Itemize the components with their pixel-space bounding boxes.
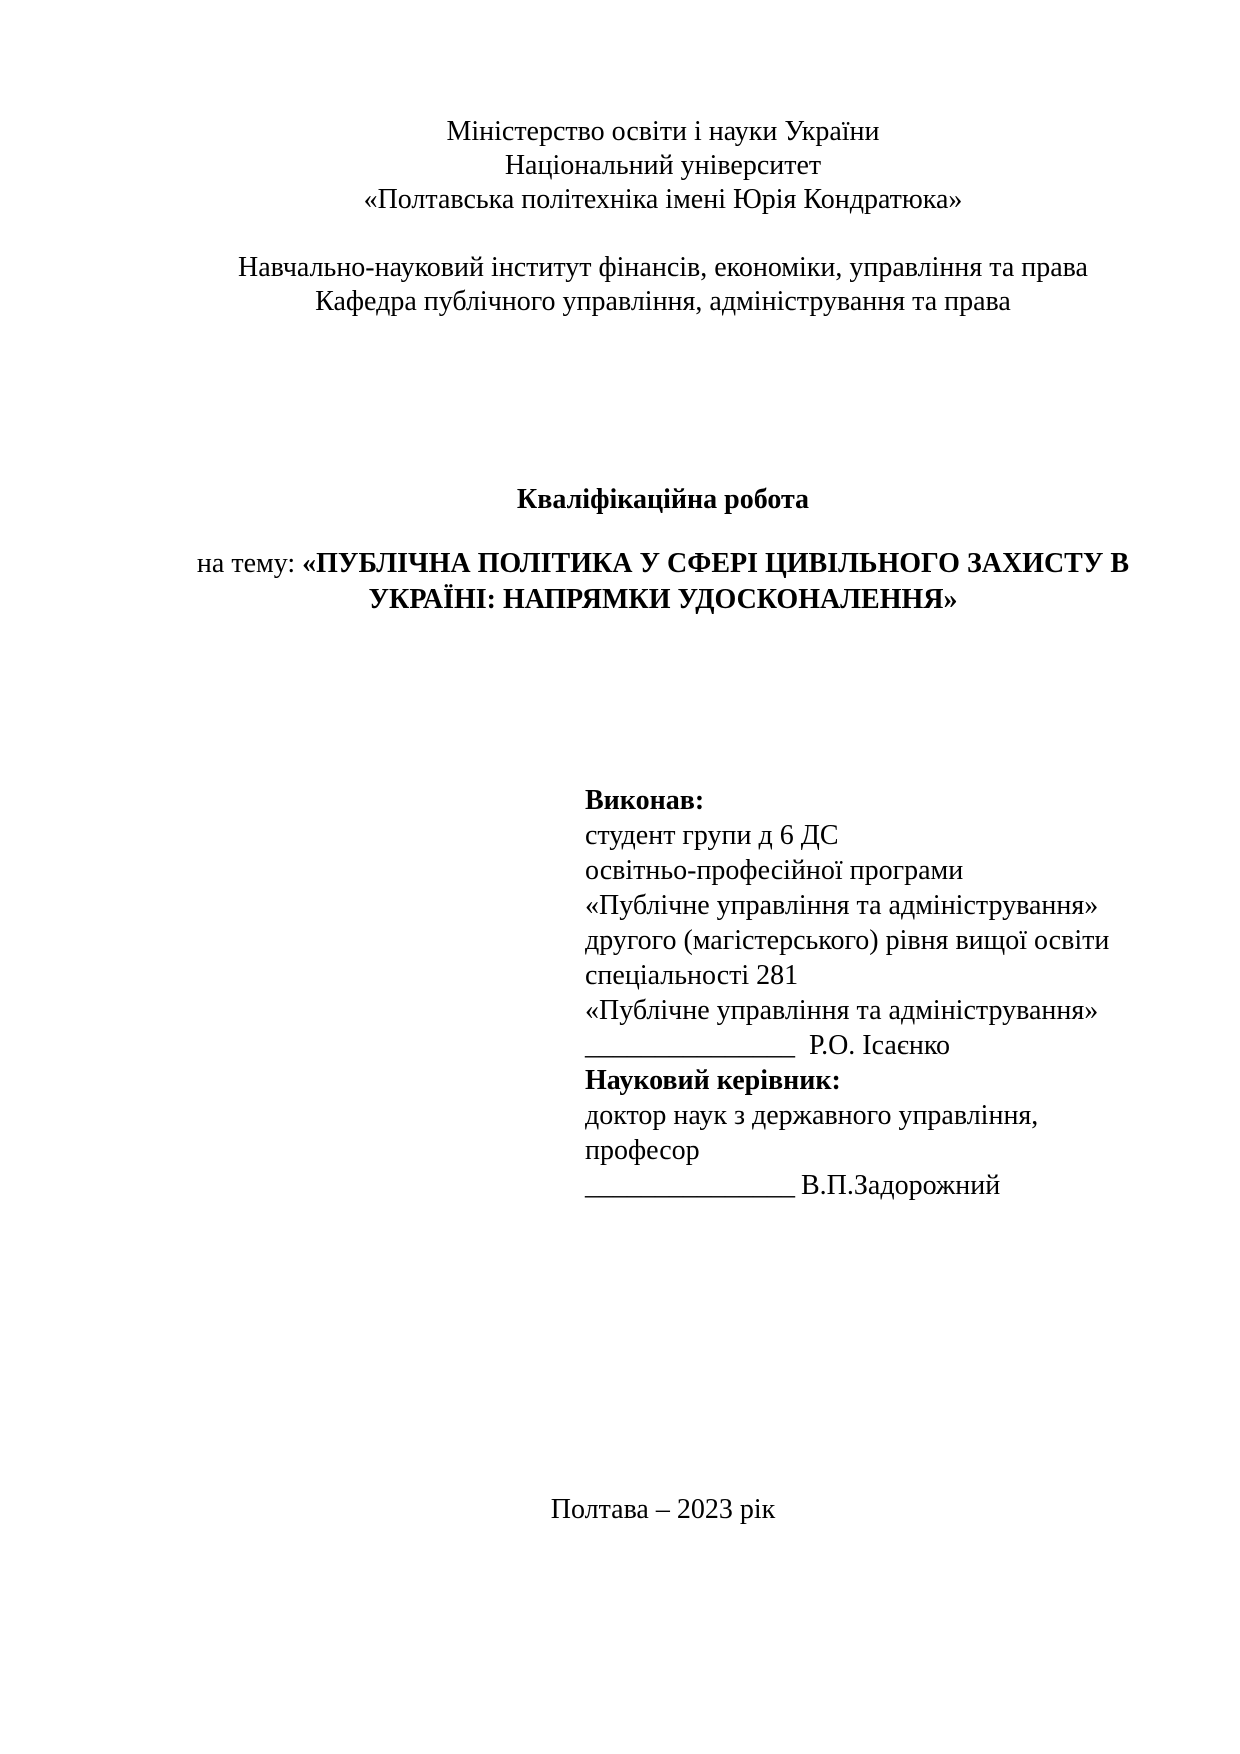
- topic-title-part-1: «ПУБЛІЧНА ПОЛІТИКА У СФЕРІ ЦИВІЛЬНОГО ЗАХИСТУ В: [302, 548, 1130, 579]
- university-line: Національний університет: [504, 150, 822, 181]
- executor-signature-line: [585, 1028, 1160, 1063]
- executor-signature-blank: _______________: [585, 1030, 795, 1061]
- executor-specialty-name-line: «Публічне управління та адміністрування»: [585, 995, 1099, 1026]
- supervisor-title-line: професор: [585, 1135, 700, 1166]
- supervisor-degree-line: доктор наук з державного управління,: [585, 1100, 1039, 1131]
- header-university-block: [177, 115, 1149, 217]
- executor-signature-name: Р.О. Ісаєнко: [809, 1030, 950, 1061]
- topic-prefix: на тему:: [196, 548, 303, 579]
- work-type-label: Кваліфікаційна робота: [516, 484, 810, 515]
- supervisor-signature-line: [585, 1168, 1160, 1203]
- executor-label: Виконав:: [585, 785, 705, 816]
- executor-group-line: студент групи д 6 ДС: [585, 820, 839, 851]
- work-type-heading: [177, 483, 1149, 517]
- topic-block: [177, 546, 1149, 618]
- footer-place-year-block: [177, 1493, 1149, 1527]
- header-institute-block: [177, 251, 1149, 319]
- executor-program-name-line: «Публічне управління та адміністрування»: [585, 890, 1099, 921]
- topic-line-2: УКРАЇНІ: НАПРЯМКИ УДОСКОНАЛЕННЯ»: [368, 584, 958, 615]
- executor-degree-line: другого (магістерського) рівня вищої освіти: [585, 925, 1110, 956]
- topic-line-1: [177, 546, 1149, 582]
- institute-line: Навчально-науковий інститут фінансів, економіки, управління та права: [238, 252, 1088, 283]
- place-year-line: Полтава – 2023 рік: [550, 1494, 776, 1525]
- department-line: Кафедра публічного управління, адміністрування та права: [315, 286, 1011, 317]
- supervisor-label: Науковий керівник:: [585, 1065, 841, 1096]
- executor-supervisor-block: [585, 783, 1160, 1203]
- executor-specialty-line: спеціальності 281: [585, 960, 799, 991]
- university-name-line: «Полтавська політехніка імені Юрія Кондратюка»: [363, 184, 963, 215]
- supervisor-signature-name: В.П.Задорожний: [801, 1170, 1001, 1201]
- executor-program-line: освітньо-професійної програми: [585, 855, 964, 886]
- supervisor-signature-blank: _______________: [585, 1170, 795, 1201]
- ministry-line: Міністерство освіти і науки України: [446, 116, 880, 147]
